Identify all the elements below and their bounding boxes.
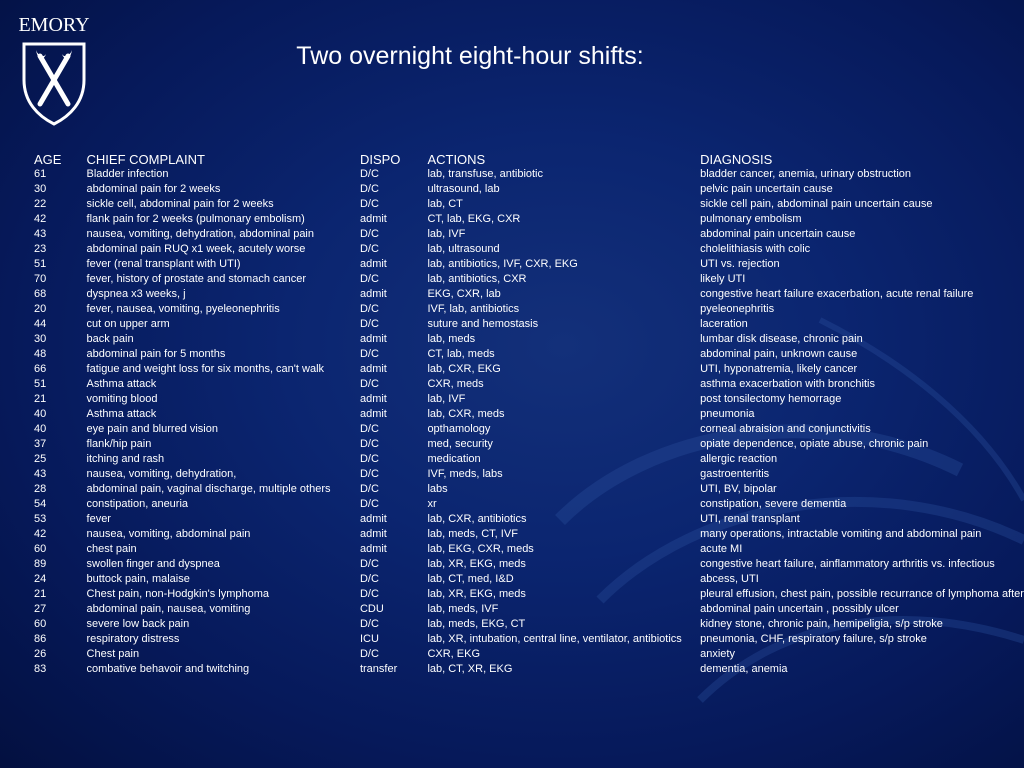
diagnosis-cell: UTI, BV, bipolar <box>700 483 777 495</box>
actions-cell: lab, XR, EKG, meds <box>427 588 526 600</box>
chief-complaint-cell: severe low back pain <box>86 618 190 630</box>
chief-complaint-cell: flank pain for 2 weeks (pulmonary embolism) <box>86 213 305 225</box>
dispo-cell: ICU <box>359 633 379 645</box>
table-row <box>34 497 1024 512</box>
age-cell: 43 <box>34 468 47 480</box>
diagnosis-cell: kidney stone, chronic pain, hemipeligia, s/p stroke <box>700 618 943 630</box>
age-cell: 42 <box>34 213 47 225</box>
header-actions: ACTIONS <box>427 152 486 167</box>
actions-cell: lab, CT, XR, EKG <box>427 663 513 675</box>
dispo-cell: admit <box>359 408 387 420</box>
diagnosis-cell: abcess, UTI <box>700 573 759 585</box>
header-age: AGE <box>34 152 62 167</box>
dispo-cell: D/C <box>359 318 379 330</box>
diagnosis-cell: acute MI <box>700 543 743 555</box>
table-row <box>34 482 1024 497</box>
actions-cell: CXR, EKG <box>427 648 481 660</box>
table-body <box>34 167 1024 677</box>
actions-cell: CT, lab, EKG, CXR <box>427 213 521 225</box>
diagnosis-cell: gastroenteritis <box>700 468 770 480</box>
age-cell: 24 <box>34 573 47 585</box>
diagnosis-cell: pelvic pain uncertain cause <box>700 183 833 195</box>
diagnosis-cell: post tonsilectomy hemorrage <box>700 393 842 405</box>
chief-complaint-cell: Chest pain, non-Hodgkin's lymphoma <box>86 588 269 600</box>
chief-complaint-cell: nausea, vomiting, dehydration, <box>86 468 237 480</box>
table-row <box>34 512 1024 527</box>
dispo-cell: D/C <box>359 198 379 210</box>
chief-complaint-cell: Bladder infection <box>86 168 169 180</box>
logo-wordmark: EMORY <box>18 14 90 36</box>
age-cell: 30 <box>34 333 47 345</box>
age-cell: 21 <box>34 393 47 405</box>
dispo-cell: D/C <box>359 243 379 255</box>
table-row <box>34 527 1024 542</box>
chief-complaint-cell: fever <box>86 513 111 525</box>
dispo-cell: D/C <box>359 378 379 390</box>
actions-cell: IVF, meds, labs <box>427 468 503 480</box>
chief-complaint-cell: fever (renal transplant with UTI) <box>86 258 241 270</box>
diagnosis-cell: UTI, hyponatremia, likely cancer <box>700 363 858 375</box>
diagnosis-cell: abdominal pain, unknown cause <box>700 348 858 360</box>
age-cell: 25 <box>34 453 47 465</box>
dispo-cell: D/C <box>359 168 379 180</box>
table-row <box>34 452 1024 467</box>
table-row <box>34 317 1024 332</box>
age-cell: 89 <box>34 558 47 570</box>
chief-complaint-cell: chest pain <box>86 543 137 555</box>
actions-cell: lab, meds <box>427 333 476 345</box>
chief-complaint-cell: abdominal pain RUQ x1 week, acutely worse <box>86 243 306 255</box>
chief-complaint-cell: dyspnea x3 weeks, j <box>86 288 186 300</box>
age-cell: 54 <box>34 498 47 510</box>
age-cell: 68 <box>34 288 47 300</box>
diagnosis-cell: pulmonary embolism <box>700 213 802 225</box>
diagnosis-cell: abdominal pain uncertain cause <box>700 228 856 240</box>
dispo-cell: D/C <box>359 423 379 435</box>
dispo-cell: admit <box>359 543 387 555</box>
shield-icon <box>20 40 88 126</box>
age-cell: 83 <box>34 663 47 675</box>
table-row <box>34 542 1024 557</box>
dispo-cell: D/C <box>359 348 379 360</box>
actions-cell: labs <box>427 483 448 495</box>
chief-complaint-cell: flank/hip pain <box>86 438 152 450</box>
dispo-cell: D/C <box>359 183 379 195</box>
table-row <box>34 272 1024 287</box>
age-cell: 22 <box>34 198 47 210</box>
table-row <box>34 602 1024 617</box>
age-cell: 48 <box>34 348 47 360</box>
age-cell: 44 <box>34 318 47 330</box>
diagnosis-cell: congestive heart failure exacerbation, acute renal failure <box>700 288 974 300</box>
age-cell: 60 <box>34 543 47 555</box>
table-row <box>34 557 1024 572</box>
actions-cell: medication <box>427 453 481 465</box>
table-row <box>34 212 1024 227</box>
dispo-cell: admit <box>359 528 387 540</box>
chief-complaint-cell: back pain <box>86 333 134 345</box>
actions-cell: xr <box>427 498 437 510</box>
chief-complaint-cell: abdominal pain for 5 months <box>86 348 226 360</box>
dispo-cell: admit <box>359 213 387 225</box>
actions-cell: lab, XR, EKG, meds <box>427 558 526 570</box>
diagnosis-cell: pneumonia <box>700 408 755 420</box>
table-row <box>34 257 1024 272</box>
actions-cell: CXR, meds <box>427 378 484 390</box>
dispo-cell: admit <box>359 513 387 525</box>
age-cell: 30 <box>34 183 47 195</box>
age-cell: 26 <box>34 648 47 660</box>
chief-complaint-cell: nausea, vomiting, abdominal pain <box>86 528 251 540</box>
dispo-cell: D/C <box>359 618 379 630</box>
diagnosis-cell: corneal abraision and conjunctivitis <box>700 423 871 435</box>
dispo-cell: D/C <box>359 273 379 285</box>
actions-cell: lab, antibiotics, IVF, CXR, EKG <box>427 258 578 270</box>
diagnosis-cell: pyeleonephritis <box>700 303 775 315</box>
chief-complaint-cell: combative behavoir and twitching <box>86 663 250 675</box>
table-row <box>34 197 1024 212</box>
actions-cell: lab, meds, EKG, CT <box>427 618 526 630</box>
table-row <box>34 407 1024 422</box>
actions-cell: lab, CXR, meds <box>427 408 505 420</box>
diagnosis-cell: abdominal pain uncertain , possibly ulcer <box>700 603 899 615</box>
age-cell: 60 <box>34 618 47 630</box>
diagnosis-cell: lumbar disk disease, chronic pain <box>700 333 863 345</box>
age-cell: 66 <box>34 363 47 375</box>
header-chief-complaint: CHIEF COMPLAINT <box>86 152 205 167</box>
age-cell: 23 <box>34 243 47 255</box>
dispo-cell: admit <box>359 333 387 345</box>
emory-logo <box>14 14 94 118</box>
table-row <box>34 617 1024 632</box>
dispo-cell: D/C <box>359 303 379 315</box>
chief-complaint-cell: vomiting blood <box>86 393 158 405</box>
table-row <box>34 587 1024 602</box>
header-diagnosis: DIAGNOSIS <box>700 152 773 167</box>
chief-complaint-cell: itching and rash <box>86 453 165 465</box>
table-row <box>34 242 1024 257</box>
diagnosis-cell: constipation, severe dementia <box>700 498 847 510</box>
actions-cell: opthamology <box>427 423 491 435</box>
dispo-cell: D/C <box>359 573 379 585</box>
actions-cell: lab, CT <box>427 198 463 210</box>
table-row <box>34 362 1024 377</box>
age-cell: 43 <box>34 228 47 240</box>
table-row <box>34 647 1024 662</box>
table-row <box>34 182 1024 197</box>
dispo-cell: D/C <box>359 588 379 600</box>
actions-cell: lab, CT, med, I&D <box>427 573 514 585</box>
diagnosis-cell: allergic reaction <box>700 453 778 465</box>
header-dispo: DISPO <box>359 152 401 167</box>
diagnosis-cell: pleural effusion, chest pain, possible recurrance of lymphoma after <box>700 588 1024 600</box>
actions-cell: lab, CXR, EKG <box>427 363 501 375</box>
age-cell: 70 <box>34 273 47 285</box>
chief-complaint-cell: fatigue and weight loss for six months, can't walk <box>86 363 325 375</box>
age-cell: 37 <box>34 438 47 450</box>
dispo-cell: admit <box>359 363 387 375</box>
diagnosis-cell: congestive heart failure, ainflammatory arthritis vs. infectious <box>700 558 995 570</box>
age-cell: 21 <box>34 588 47 600</box>
table-row <box>34 422 1024 437</box>
dispo-cell: transfer <box>359 663 398 675</box>
age-cell: 51 <box>34 258 47 270</box>
actions-cell: IVF, lab, antibiotics <box>427 303 520 315</box>
actions-cell: suture and hemostasis <box>427 318 539 330</box>
table-row <box>34 302 1024 317</box>
actions-cell: lab, meds, CT, IVF <box>427 528 518 540</box>
chief-complaint-cell: eye pain and blurred vision <box>86 423 218 435</box>
table-row <box>34 662 1024 677</box>
chief-complaint-cell: Chest pain <box>86 648 140 660</box>
diagnosis-cell: opiate dependence, opiate abuse, chronic pain <box>700 438 929 450</box>
chief-complaint-cell: fever, nausea, vomiting, pyeleonephritis <box>86 303 280 315</box>
diagnosis-cell: asthma exacerbation with bronchitis <box>700 378 875 390</box>
actions-cell: lab, IVF <box>427 393 466 405</box>
diagnosis-cell: laceration <box>700 318 748 330</box>
dispo-cell: D/C <box>359 558 379 570</box>
chief-complaint-cell: sickle cell, abdominal pain for 2 weeks <box>86 198 274 210</box>
dispo-cell: D/C <box>359 498 379 510</box>
table-row <box>34 287 1024 302</box>
chief-complaint-cell: abdominal pain for 2 weeks <box>86 183 221 195</box>
chief-complaint-cell: swollen finger and dyspnea <box>86 558 220 570</box>
chief-complaint-cell: nausea, vomiting, dehydration, abdominal pain <box>86 228 314 240</box>
diagnosis-cell: pneumonia, CHF, respiratory failure, s/p stroke <box>700 633 927 645</box>
dispo-cell: D/C <box>359 453 379 465</box>
table-row <box>34 332 1024 347</box>
dispo-cell: admit <box>359 393 387 405</box>
actions-cell: ultrasound, lab <box>427 183 500 195</box>
table-row <box>34 347 1024 362</box>
age-cell: 40 <box>34 423 47 435</box>
table-row <box>34 572 1024 587</box>
table-row <box>34 227 1024 242</box>
age-cell: 20 <box>34 303 47 315</box>
table-row <box>34 377 1024 392</box>
dispo-cell: D/C <box>359 468 379 480</box>
actions-cell: lab, IVF <box>427 228 466 240</box>
actions-cell: CT, lab, meds <box>427 348 495 360</box>
actions-cell: lab, XR, intubation, central line, ventilator, antibiotics <box>427 633 682 645</box>
age-cell: 27 <box>34 603 47 615</box>
diagnosis-cell: cholelithiasis with colic <box>700 243 811 255</box>
diagnosis-cell: bladder cancer, anemia, urinary obstruction <box>700 168 912 180</box>
chief-complaint-cell: respiratory distress <box>86 633 180 645</box>
dispo-cell: D/C <box>359 438 379 450</box>
actions-cell: lab, meds, IVF <box>427 603 499 615</box>
chief-complaint-cell: constipation, aneuria <box>86 498 189 510</box>
diagnosis-cell: likely UTI <box>700 273 746 285</box>
chief-complaint-cell: abdominal pain, vaginal discharge, multiple others <box>86 483 331 495</box>
diagnosis-cell: UTI vs. rejection <box>700 258 780 270</box>
diagnosis-cell: sickle cell pain, abdominal pain uncertain cause <box>700 198 933 210</box>
actions-cell: lab, EKG, CXR, meds <box>427 543 534 555</box>
age-cell: 51 <box>34 378 47 390</box>
chief-complaint-cell: Asthma attack <box>86 378 157 390</box>
dispo-cell: CDU <box>359 603 384 615</box>
age-cell: 42 <box>34 528 47 540</box>
diagnosis-cell: many operations, intractable vomiting and abdominal pain <box>700 528 982 540</box>
ed-visits-table <box>34 150 1024 677</box>
table-row <box>34 467 1024 482</box>
chief-complaint-cell: abdominal pain, nausea, vomiting <box>86 603 251 615</box>
actions-cell: lab, transfuse, antibiotic <box>427 168 544 180</box>
diagnosis-cell: anxiety <box>700 648 735 660</box>
slide-title: Two overnight eight-hour shifts: <box>296 42 644 70</box>
age-cell: 61 <box>34 168 47 180</box>
actions-cell: lab, ultrasound <box>427 243 500 255</box>
diagnosis-cell: dementia, anemia <box>700 663 788 675</box>
table-header-row <box>34 150 1024 167</box>
table-row <box>34 632 1024 647</box>
age-cell: 28 <box>34 483 47 495</box>
diagnosis-cell: UTI, renal transplant <box>700 513 800 525</box>
actions-cell: EKG, CXR, lab <box>427 288 501 300</box>
dispo-cell: admit <box>359 288 387 300</box>
chief-complaint-cell: cut on upper arm <box>86 318 170 330</box>
chief-complaint-cell: fever, history of prostate and stomach cancer <box>86 273 307 285</box>
actions-cell: med, security <box>427 438 493 450</box>
actions-cell: lab, CXR, antibiotics <box>427 513 527 525</box>
chief-complaint-cell: buttock pain, malaise <box>86 573 190 585</box>
table-row <box>34 167 1024 182</box>
dispo-cell: D/C <box>359 228 379 240</box>
dispo-cell: D/C <box>359 483 379 495</box>
age-cell: 86 <box>34 633 47 645</box>
actions-cell: lab, antibiotics, CXR <box>427 273 527 285</box>
chief-complaint-cell: Asthma attack <box>86 408 157 420</box>
table-row <box>34 392 1024 407</box>
age-cell: 40 <box>34 408 47 420</box>
table-row <box>34 437 1024 452</box>
dispo-cell: D/C <box>359 648 379 660</box>
dispo-cell: admit <box>359 258 387 270</box>
age-cell: 53 <box>34 513 47 525</box>
